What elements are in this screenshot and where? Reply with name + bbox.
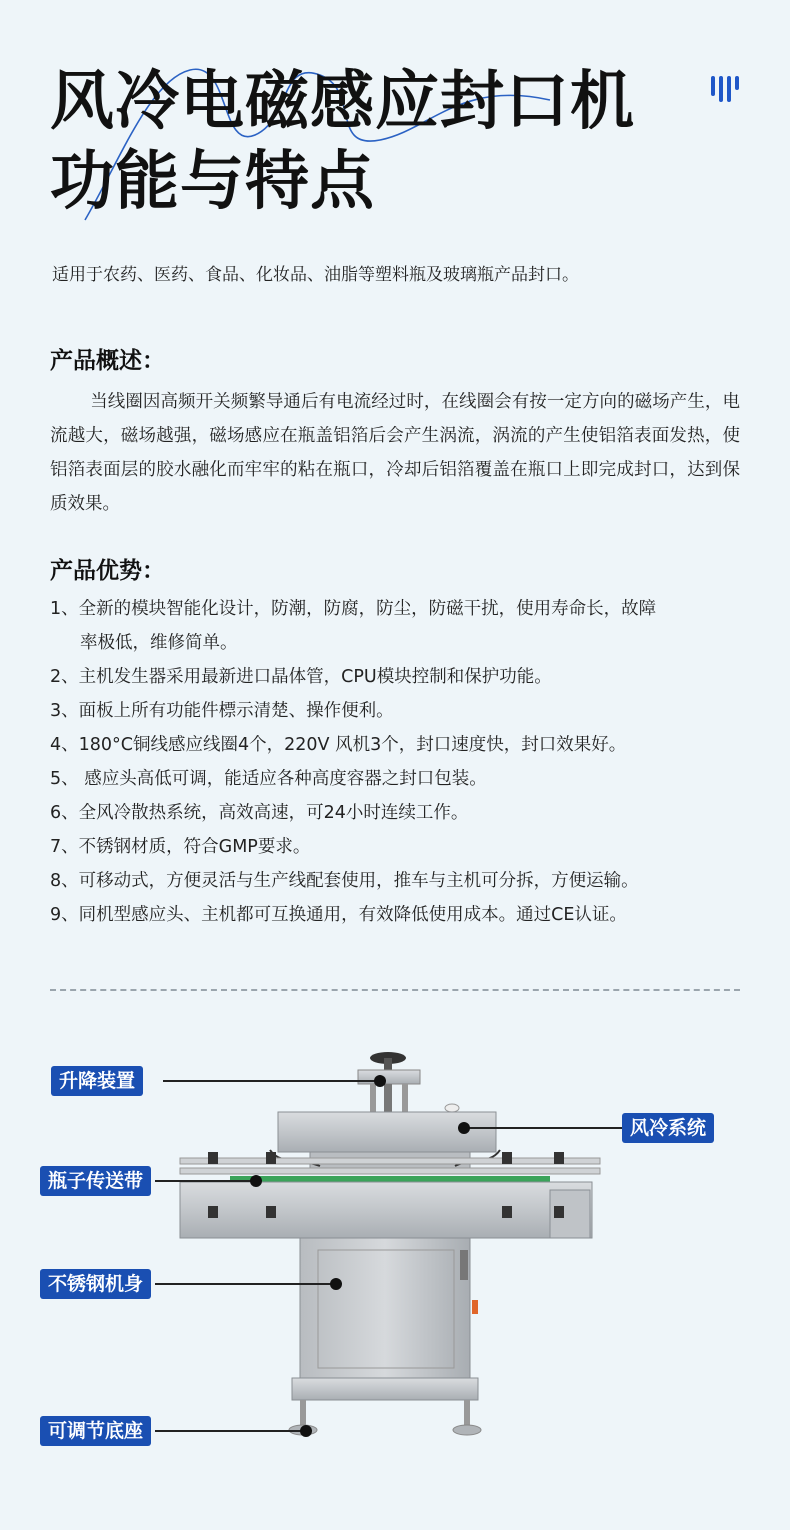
label-cooling-system: 风冷系统 — [622, 1113, 714, 1143]
marker-dot-conveyor — [250, 1175, 262, 1187]
leader-line-base — [155, 1430, 305, 1432]
sealing-machine-illustration — [170, 1040, 610, 1450]
section-divider — [50, 989, 740, 991]
marker-dot-cooling — [458, 1122, 470, 1134]
marker-dot-base — [300, 1425, 312, 1437]
page-title — [50, 62, 635, 222]
marker-dot-body — [330, 1278, 342, 1290]
overview-text: 当线圈因高频开关频繁导通后有电流经过时，在线圈会有按一定方向的磁场产生，电流越大，磁场越强，磁场感应在瓶盖铝箔后会产生涡流，涡流的产生使铝箔表面发热，使铝箔表面层的胶水融化而牢牢的粘在瓶口，冷却后铝箔覆盖在瓶口上即完成封口，达到保质效果。 — [50, 392, 740, 514]
label-stainless-body: 不锈钢机身 — [40, 1269, 151, 1299]
label-adjustable-base: 可调节底座 — [40, 1416, 151, 1446]
advantage-item: 5、 感应头高低可调，能适应各种高度容器之封口包装。 — [50, 769, 487, 789]
title-line-2: 功能与特点 — [50, 145, 375, 219]
advantage-item: 7、不锈钢材质，符合GMP要求。 — [50, 837, 311, 857]
advantage-item: 8、可移动式，方便灵活与生产线配套使用，推车与主机可分拆，方便运输。 — [50, 871, 639, 891]
advantage-text-continued: 率极低，维修简单。 — [80, 633, 238, 653]
overview-heading: 产品概述： — [50, 348, 165, 374]
advantages-list — [50, 592, 750, 932]
advantage-item: 3、面板上所有功能件標示清楚、操作便利。 — [50, 701, 394, 721]
advantage-text: 1、全新的模块智能化设计，防潮，防腐，防尘，防磁干扰，使用寿命长，故障 — [50, 599, 657, 619]
advantage-item: 6、全风冷散热系统，高效高速，可24小时连续工作。 — [50, 803, 469, 823]
label-lift-device: 升降装置 — [51, 1066, 143, 1096]
advantage-item: 4、180°C铜线感应线圈4个，220V 风机3个，封口速度快，封口效果好。 — [50, 735, 627, 755]
application-scope: 适用于农药、医药、食品、化妆品、油脂等塑料瓶及玻璃瓶产品封口。 — [52, 265, 579, 285]
leader-line-cooling — [464, 1127, 622, 1129]
brand-logo-icon — [708, 72, 742, 106]
label-bottle-conveyor: 瓶子传送带 — [40, 1166, 151, 1196]
advantage-item: 2、主机发生器采用最新进口晶体管，CPU模块控制和保护功能。 — [50, 667, 552, 687]
leader-line-body — [155, 1283, 335, 1285]
advantage-item: 9、同机型感应头、主机都可互换通用，有效降低使用成本。通过CE认证。 — [50, 905, 627, 925]
marker-dot-lift — [374, 1075, 386, 1087]
title-line-1: 风冷电磁感应封口机 — [50, 65, 635, 139]
advantages-heading: 产品优势： — [50, 558, 165, 584]
leader-line-conveyor — [155, 1180, 255, 1182]
leader-line-lift — [163, 1080, 379, 1082]
advantage-item — [50, 592, 750, 660]
